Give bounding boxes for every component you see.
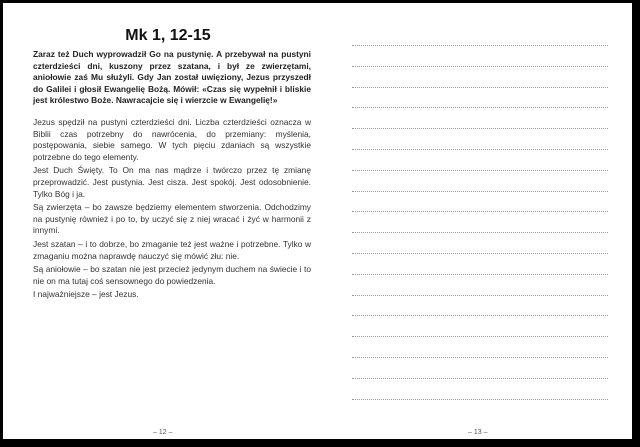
reflection-text <box>33 117 311 303</box>
writing-line <box>352 315 608 316</box>
page-number: – 13 – <box>468 429 488 436</box>
paragraph: Są zwierzęta – bo zawsze będziemy elementem stworzenia. Odchodzimy na pustynię również i po to, by uczyć się z niej wracać i żyć w harmonii z innymi. <box>33 202 311 236</box>
writing-line <box>352 170 608 171</box>
writing-line <box>352 87 608 88</box>
book-spread <box>3 3 632 439</box>
paragraph: Jest Duch Święty. To On ma nas mądrze i twórczo przez tę zmianę przeprowadzić. Jest pustynia. Jest cisza. Jest spokój. Jest odosobnienie. Tylko Bóg i ja. <box>33 165 311 199</box>
writing-line <box>352 66 608 67</box>
writing-line <box>352 128 608 129</box>
writing-line <box>352 357 608 358</box>
paragraph: Jest szatan – i to dobrze, bo zmaganie też jest ważne i potrzebne. Tylko w zmaganiu można naprawdę nauczyć się mówić złu: nie. <box>33 238 311 261</box>
writing-line <box>352 191 608 192</box>
writing-line <box>352 149 608 150</box>
writing-line <box>352 378 608 379</box>
paragraph: Są aniołowie – bo szatan nie jest przecież jedynym duchem na świecie i to nie on ma tutaj coś sensownego do powiedzenia. <box>33 264 311 286</box>
writing-line <box>352 45 608 46</box>
writing-line <box>352 295 608 296</box>
page-title: Mk 1, 12-15 <box>125 27 211 44</box>
writing-line <box>352 211 608 212</box>
writing-line <box>352 232 608 233</box>
writing-line <box>352 399 608 400</box>
writing-line <box>352 107 608 108</box>
right-page <box>321 3 632 439</box>
paragraph: I najważniejsze – jest Jezus. <box>33 289 139 300</box>
writing-line <box>352 253 608 254</box>
scripture-passage: Zaraz też Duch wyprowadził Go na pustynię. A przebywał na pustyni czterdzieści dni, kuszony przez szatana, i był ze zwierzętami, aniołowie zaś Mu służyli. Gdy Jan został uwięziony, Jezus przyszedł do Galilei i głosił Ewangelię Bożą. Mówił: «Czas się wypełnił i bliskie jest królestwo Boże. Nawracajcie się i wierzcie w Ewangelię!» <box>33 49 311 106</box>
paragraph: Jezus spędził na pustyni czterdzieści dni. Liczba czterdzieści oznacza w Biblii czas potrzebny do nawrócenia, do przemiany: myślenia, postępowania, siebie samego. W tych pięciu zdaniach są wszystkie potrzebne do tego elementy. <box>33 117 311 162</box>
left-page <box>3 3 321 439</box>
page-number: – 12 – <box>153 429 173 436</box>
writing-line <box>352 336 608 337</box>
writing-line <box>352 274 608 275</box>
